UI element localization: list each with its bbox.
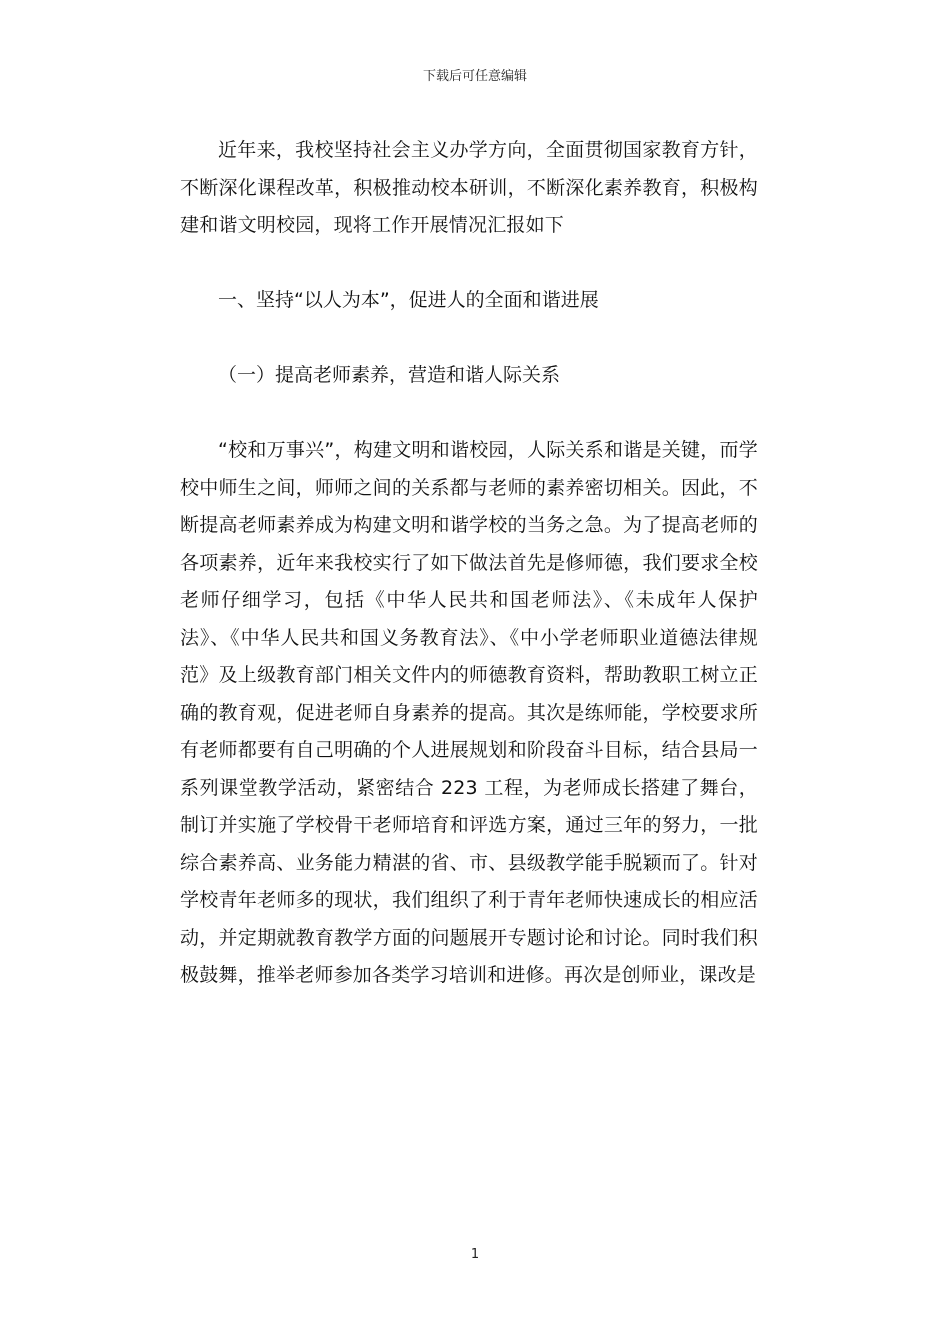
paragraph-gap	[180, 245, 758, 283]
subsection-heading: （一）提高老师素养，营造和谐人际关系	[218, 364, 561, 386]
document-body	[180, 132, 758, 995]
section-heading: 一、坚持“以人为本”，促进人的全面和谐进展	[218, 289, 599, 311]
paragraph-gap	[180, 395, 758, 433]
page-number: 1	[470, 1247, 480, 1262]
page-header: 下载后可任意编辑	[422, 69, 527, 84]
body-paragraph: “校和万事兴”，构建文明和谐校园，人际关系和谐是关键，而学校中师生之间，师师之间的关系都与老师的素养密切相关。因此，不断提高老师素养成为构建文明和谐学校的当务之急。为了提高老师的各项素养，近年来我校实行了如下做法首先是修师德，我们要求全校老师仔细学习，包括《中华人民共和国老师法》、《未成年人保护法》、《中华人民共和国义务教育法》、《中小学老师职业道德法律规范》及上级教育部门相关文件内的师德教育资料，帮助教职工树立正确的教育观，促进老师自身素养的提高。其次是练师能，学校要求所有老师都要有自己明确的个人进展规划和阶段奋斗目标，结合县局一系列课堂教学活动，紧密结合 223 工程，为老师成长搭建了舞台，制订并实施了学校骨干老师培育和评选方案，通过三年的努力，一批综合素养高、业务能力精湛的省、市、县级教学能手脱颖而了。针对学校青年老师多的现状，我们组织了利于青年老师快速成长的相应活动，并定期就教育教学方面的问题展开专题讨论和讨论。同时我们积极鼓舞，推举老师参加各类学习培训和进修。再次是创师业，课改是	[180, 439, 758, 986]
intro-paragraph: 近年来，我校坚持社会主义办学方向，全面贯彻国家教育方针，不断深化课程改革，积极推动校本研训，不断深化素养教育，积极构建和谐文明校园，现将工作开展情况汇报如下	[180, 139, 758, 236]
paragraph-gap	[180, 320, 758, 358]
